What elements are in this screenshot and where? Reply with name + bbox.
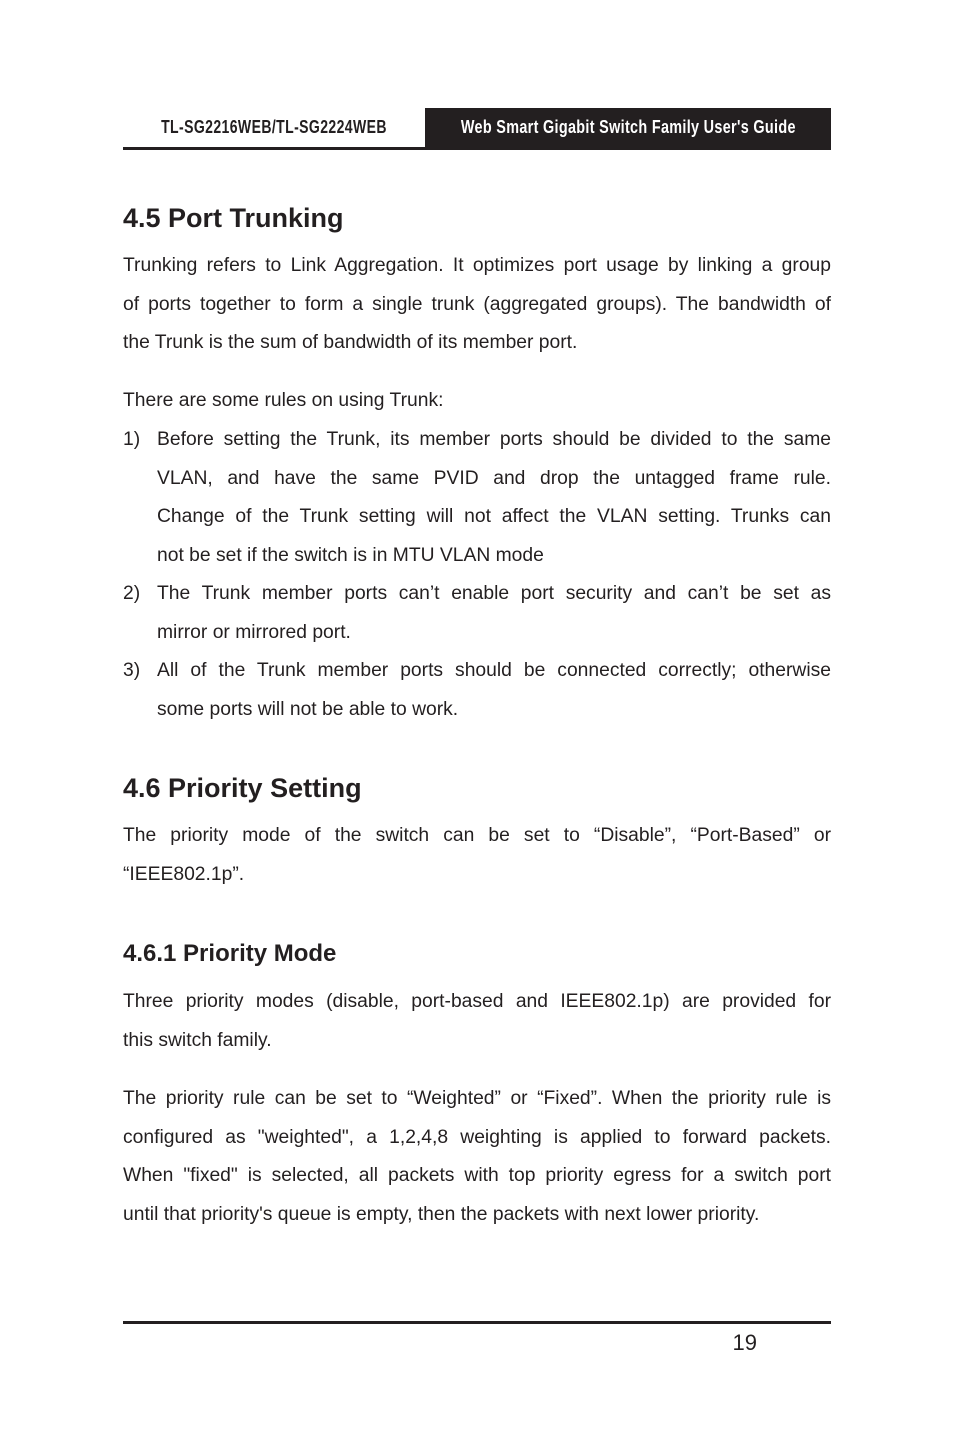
text-line: mirror or mirrored port. xyxy=(157,621,351,643)
text-line: The priority rule can be set to “Weighted” or “Fixed”. When the priority rule is xyxy=(123,1088,831,1109)
text-line: of ports together to form a single trunk (aggregated groups). The bandwidth of xyxy=(123,293,831,315)
footer-rule xyxy=(123,1321,831,1324)
text-line: this switch family. xyxy=(123,1029,272,1051)
text-line: All of the Trunk member ports should be connected correctly; otherwise xyxy=(157,660,831,681)
section-4-5-heading: 4.5 Port Trunking xyxy=(123,203,344,233)
rules-intro xyxy=(123,382,831,421)
rule-number: 3) xyxy=(123,660,141,681)
page-header xyxy=(123,108,831,150)
text-line: Before setting the Trunk, its member ports should be divided to the same xyxy=(157,429,831,450)
section-4-6-1-para2 xyxy=(123,1080,831,1234)
text-line: some ports will not be able to work. xyxy=(157,698,459,720)
section-4-5-intro xyxy=(123,247,831,363)
text-line: not be set if the switch is in MTU VLAN mode xyxy=(157,544,544,566)
rule-item-1 xyxy=(123,421,831,575)
rule-item-2 xyxy=(123,575,831,652)
section-4-6-1-para1 xyxy=(123,983,831,1060)
header-guide-title-box xyxy=(425,108,831,147)
text-line: Change of the Trunk setting will not affect the VLAN setting. Trunks can xyxy=(157,506,831,527)
text-line: When "fixed" is selected, all packets with top priority egress for a switch port xyxy=(123,1165,831,1186)
rule-number: 1) xyxy=(123,429,141,450)
header-guide-title: Web Smart Gigabit Switch Family User's Guide xyxy=(460,117,796,137)
text-line: configured as "weighted", a 1,2,4,8 weighting is applied to forward packets. xyxy=(123,1126,831,1148)
text-line: VLAN, and have the same PVID and drop the untagged frame rule. xyxy=(157,467,831,489)
section-4-6-intro xyxy=(123,817,831,894)
page-number: 19 xyxy=(732,1330,757,1355)
text-line: the Trunk is the sum of bandwidth of its member port. xyxy=(123,332,578,353)
text-line: until that priority's queue is empty, then the packets with next lower priority. xyxy=(123,1203,760,1225)
text-line: Three priority modes (disable, port-based and IEEE802.1p) are provided for xyxy=(123,991,831,1012)
rule-item-3 xyxy=(123,652,831,729)
section-4-6-1-heading: 4.6.1 Priority Mode xyxy=(123,940,337,967)
text-line: The priority mode of the switch can be set to “Disable”, “Port-Based” or xyxy=(123,825,831,846)
text-line: There are some rules on using Trunk: xyxy=(123,390,444,411)
header-model-name: TL-SG2216WEB/TL-SG2224WEB xyxy=(161,117,387,137)
text-line: Trunking refers to Link Aggregation. It optimizes port usage by linking a group xyxy=(123,255,831,276)
text-line: “IEEE802.1p”. xyxy=(123,863,245,885)
section-4-6-heading: 4.6 Priority Setting xyxy=(123,773,362,803)
rule-number: 2) xyxy=(123,583,141,604)
text-line: The Trunk member ports can’t enable port security and can’t be set as xyxy=(157,583,831,604)
